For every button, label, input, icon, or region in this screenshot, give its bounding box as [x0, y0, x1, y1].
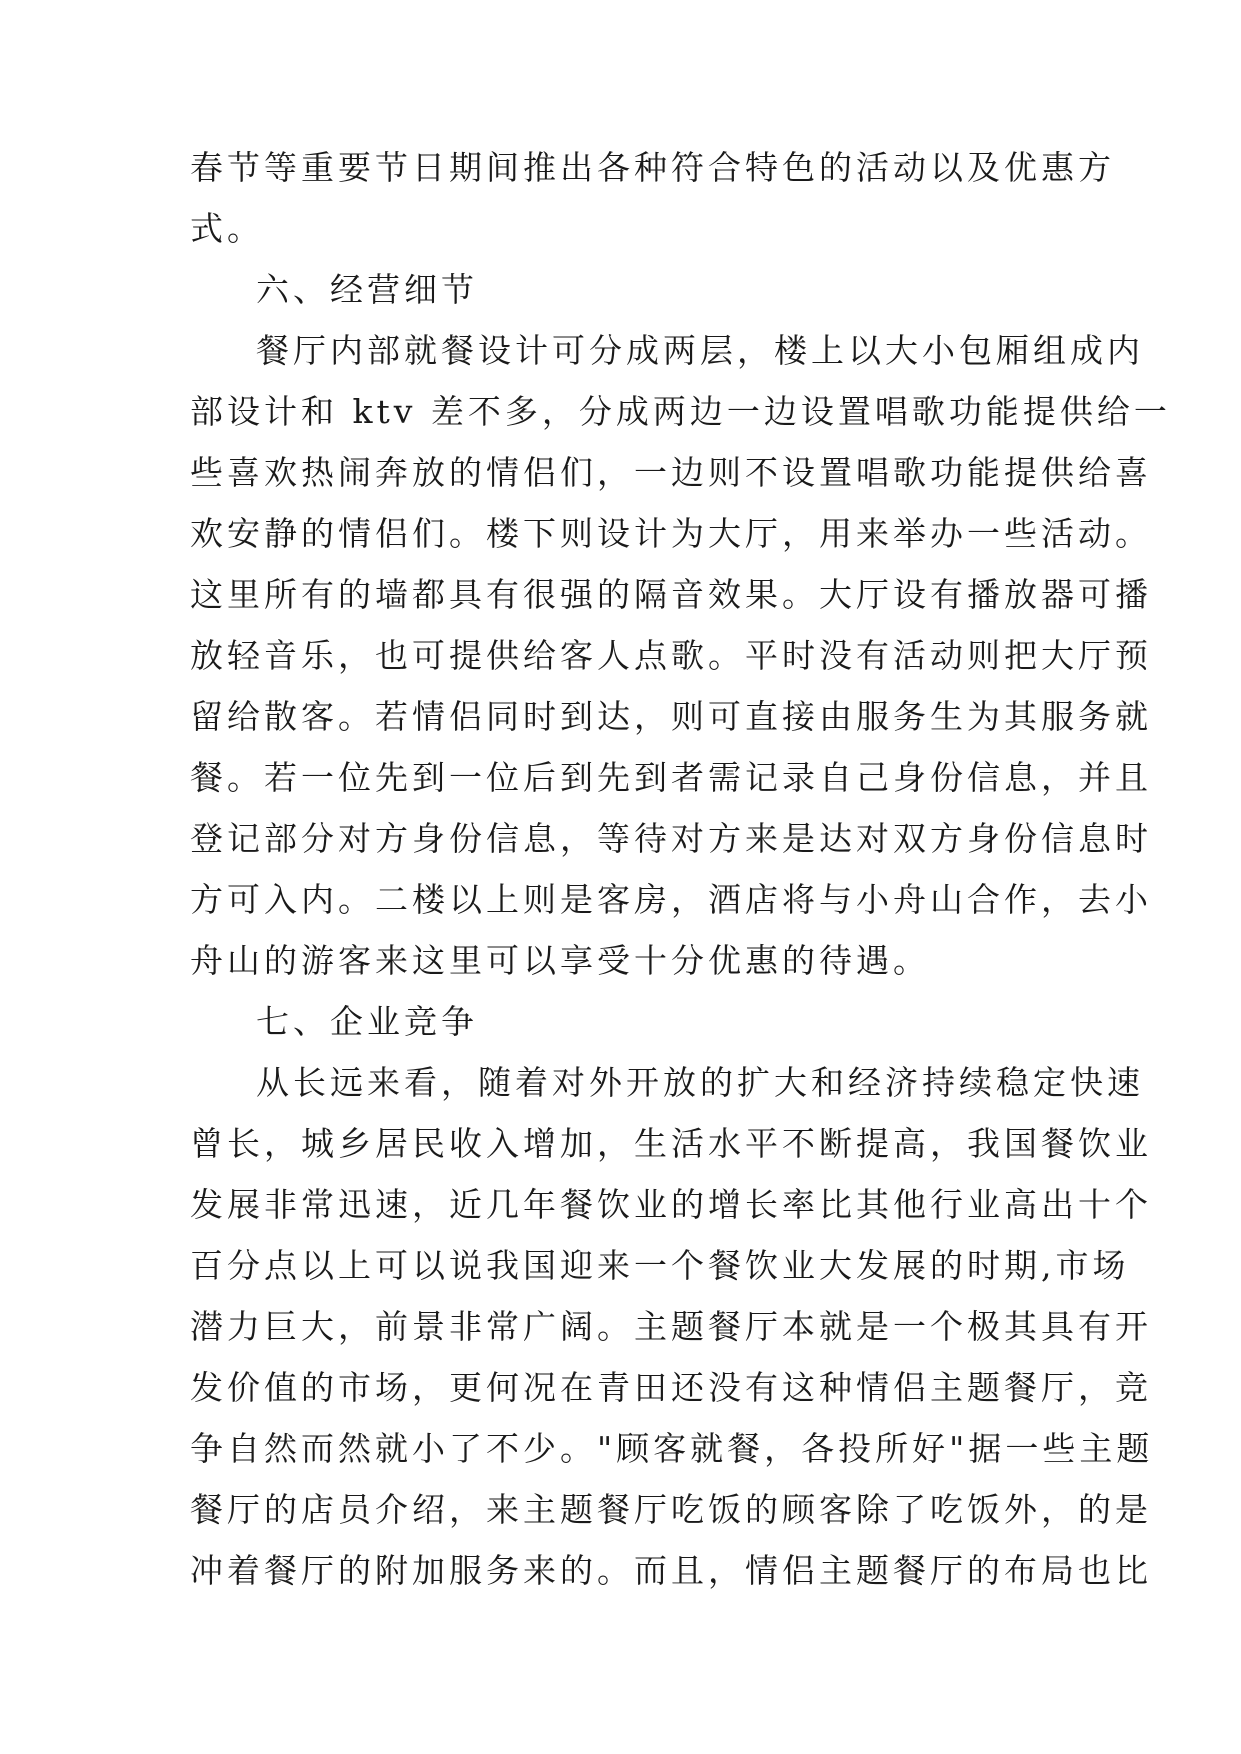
paragraph-line: 方可入内。二楼以上则是客房，酒店将与小舟山合作，去小	[190, 880, 1152, 919]
paragraph-line: 春节等重要节日期间推出各种符合特色的活动以及优惠方	[190, 148, 1115, 187]
paragraph-line: 餐。若一位先到一位后到先到者需记录自己身份信息，并且	[190, 758, 1152, 797]
paragraph-line: 舟山的游客来这里可以享受十分优惠的待遇。	[190, 941, 930, 980]
paragraph-line: 欢安静的情侣们。楼下则设计为大厅，用来举办一些活动。	[190, 514, 1152, 553]
section-heading: 六、经营细节	[256, 270, 478, 309]
paragraph-line: 登记部分对方身份信息，等待对方来是达对双方身份信息时	[190, 819, 1152, 858]
paragraph-line: 些喜欢热闹奔放的情侣们，一边则不设置唱歌功能提供给喜	[190, 453, 1152, 492]
paragraph-line: 争自然而然就小了不少。"顾客就餐，各投所好"据一些主题	[190, 1429, 1154, 1468]
paragraph-line: 百分点以上可以说我国迎来一个餐饮业大发展的时期,市场	[190, 1246, 1130, 1285]
paragraph-line: 潜力巨大，前景非常广阔。主题餐厅本就是一个极其具有开	[190, 1307, 1152, 1346]
paragraph-line: 餐厅的店员介绍，来主题餐厅吃饭的顾客除了吃饭外，的是	[190, 1490, 1152, 1529]
paragraph-line: 发展非常迅速，近几年餐饮业的增长率比其他行业高出十个	[190, 1185, 1152, 1224]
paragraph-line: 发价值的市场，更何况在青田还没有这种情侣主题餐厅，竞	[190, 1368, 1152, 1407]
paragraph-line: 这里所有的墙都具有很强的隔音效果。大厅设有播放器可播	[190, 575, 1152, 614]
paragraph-line: 曾长，城乡居民收入增加，生活水平不断提高，我国餐饮业	[190, 1124, 1152, 1163]
paragraph-line: 餐厅内部就餐设计可分成两层，楼上以大小包厢组成内	[256, 331, 1144, 370]
section-heading: 七、企业竞争	[256, 1002, 478, 1041]
paragraph-line: 留给散客。若情侣同时到达，则可直接由服务生为其服务就	[190, 697, 1152, 736]
paragraph-line: 部设计和 ktv 差不多，分成两边一边设置唱歌功能提供给一	[190, 392, 1171, 431]
paragraph-line: 冲着餐厅的附加服务来的。而且，情侣主题餐厅的布局也比	[190, 1551, 1152, 1590]
paragraph-line: 从长远来看，随着对外开放的扩大和经济持续稳定快速	[256, 1063, 1144, 1102]
paragraph-line: 式。	[190, 209, 264, 248]
paragraph-line: 放轻音乐，也可提供给客人点歌。平时没有活动则把大厅预	[190, 636, 1152, 675]
